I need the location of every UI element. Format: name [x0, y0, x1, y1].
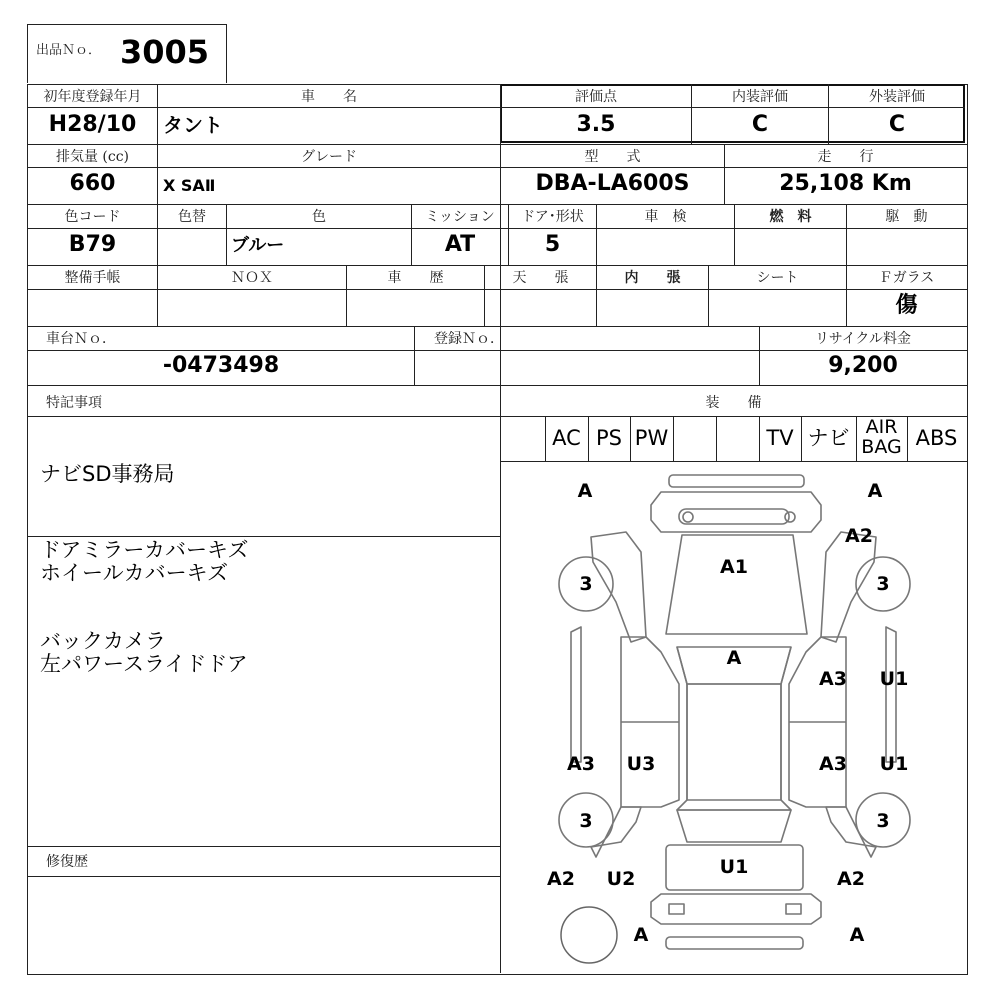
lot-number-label: 出品Ｎｏ． — [36, 43, 102, 58]
rule — [27, 204, 967, 205]
damage-mark: U1 — [719, 856, 749, 878]
mission-value: AT — [444, 232, 476, 257]
damage-mark: A — [726, 647, 742, 669]
rule — [27, 350, 967, 351]
mission-label: ミッション — [425, 209, 495, 225]
rule — [27, 107, 501, 108]
remarks-line: ナビSD事務局 — [40, 462, 175, 486]
color-label: 色 — [312, 209, 326, 225]
nox-label: ＮＯＸ — [231, 270, 273, 286]
rule — [673, 416, 674, 461]
rule — [414, 326, 415, 385]
displacement-value: 660 — [69, 171, 116, 196]
color-code-value: B79 — [68, 232, 117, 257]
damage-mark: 3 — [579, 810, 593, 832]
damage-mark: A — [867, 480, 883, 502]
equipment-ac: AC — [552, 426, 581, 450]
exterior-label: 外装評価 — [869, 89, 925, 105]
grade-value: X SAⅡ — [163, 176, 216, 195]
equipment-label: 装 備 — [705, 395, 762, 411]
repaint-label: 色替 — [178, 209, 206, 225]
equipment-pw: PW — [634, 426, 669, 450]
first-registration-value: H28/10 — [48, 112, 137, 137]
seat-label: シート — [756, 270, 799, 286]
damage-mark: U3 — [626, 753, 656, 775]
rule — [27, 228, 967, 229]
damage-mark: 3 — [579, 573, 593, 595]
mileage-value: 25,108 Km — [779, 171, 912, 196]
service-book-label: 整備手帳 — [64, 270, 121, 286]
equipment-ps: PS — [596, 426, 622, 450]
damage-mark: A — [577, 480, 593, 502]
remarks-label: 特記事項 — [46, 395, 102, 411]
car-damage-diagram — [501, 462, 966, 973]
inspection-label: 車 検 — [644, 209, 687, 225]
rule — [27, 167, 967, 168]
color-value: ブルー — [231, 235, 285, 256]
model-label: 型 式 — [584, 149, 641, 165]
damage-mark: 3 — [876, 573, 890, 595]
damage-mark: A2 — [845, 525, 873, 547]
rule — [27, 326, 967, 327]
damage-mark: A — [849, 924, 865, 946]
model-value: DBA-LA600S — [535, 171, 690, 196]
fuel-label: 燃 料 — [769, 209, 812, 225]
car-name-value: タント — [163, 113, 223, 137]
history-label: 車 歴 — [387, 270, 444, 286]
equipment-abs: ABS — [915, 426, 958, 450]
displacement-label: 排気量 (cc) — [55, 149, 130, 165]
rule — [27, 289, 967, 290]
score-label: 評価点 — [575, 89, 617, 105]
fglass-label: Ｆガラス — [878, 270, 935, 286]
sunroof-label: 天 張 — [512, 270, 569, 286]
damage-mark: A2 — [547, 868, 575, 890]
registration-number-label: 登録Ｎｏ． — [434, 331, 504, 347]
interior-value: C — [751, 112, 769, 137]
rule — [27, 385, 967, 386]
equipment-navi: ナビ — [807, 426, 850, 450]
exterior-value: C — [888, 112, 906, 137]
chassis-number-label: 車台Ｎｏ． — [46, 331, 116, 347]
repair-history-label: 修復歴 — [46, 854, 88, 870]
damage-mark: A1 — [720, 556, 748, 578]
interior-label: 内装評価 — [732, 89, 788, 105]
damage-mark: A3 — [567, 753, 595, 775]
damage-mark: U1 — [879, 668, 909, 690]
damage-mark: 3 — [876, 810, 890, 832]
rule — [27, 416, 967, 417]
rule — [27, 536, 501, 537]
mileage-label: 走 行 — [817, 149, 874, 165]
rule — [501, 107, 965, 108]
rule — [716, 416, 717, 461]
damage-mark: U2 — [606, 868, 636, 890]
lot-number-value: 3005 — [120, 33, 210, 71]
color-code-label: 色コード — [64, 209, 121, 225]
rule — [27, 144, 967, 145]
damage-mark: A2 — [837, 868, 865, 890]
drive-label: 駆 動 — [885, 209, 928, 225]
grade-label: グレード — [301, 149, 357, 165]
equipment-tv: TV — [766, 426, 794, 450]
first-registration-label: 初年度登録年月 — [43, 89, 142, 105]
fglass-value: 傷 — [895, 293, 918, 318]
remarks-block: ドアミラーカバーキズ ホイールカバーキズ — [40, 538, 249, 585]
damage-mark: A3 — [819, 668, 847, 690]
rule — [27, 876, 501, 877]
damage-mark: U1 — [879, 753, 909, 775]
door-label: ドア･形状 — [521, 209, 584, 225]
damage-mark: A — [633, 924, 649, 946]
equipment-airbag: AIR BAG — [861, 416, 902, 458]
recycle-fee-value: 9,200 — [828, 353, 898, 378]
car-name-label: 車 名 — [301, 89, 357, 105]
rule — [27, 265, 967, 266]
door-value: 5 — [544, 232, 561, 257]
chassis-number-value: -0473498 — [162, 353, 280, 378]
recycle-fee-label: リサイクル料金 — [814, 331, 912, 347]
interior-trim-label: 内 張 — [624, 270, 681, 286]
rule — [27, 846, 501, 847]
remarks-block: バックカメラ 左パワースライドドア — [40, 629, 248, 676]
damage-mark: A3 — [819, 753, 847, 775]
score-value: 3.5 — [576, 112, 616, 137]
